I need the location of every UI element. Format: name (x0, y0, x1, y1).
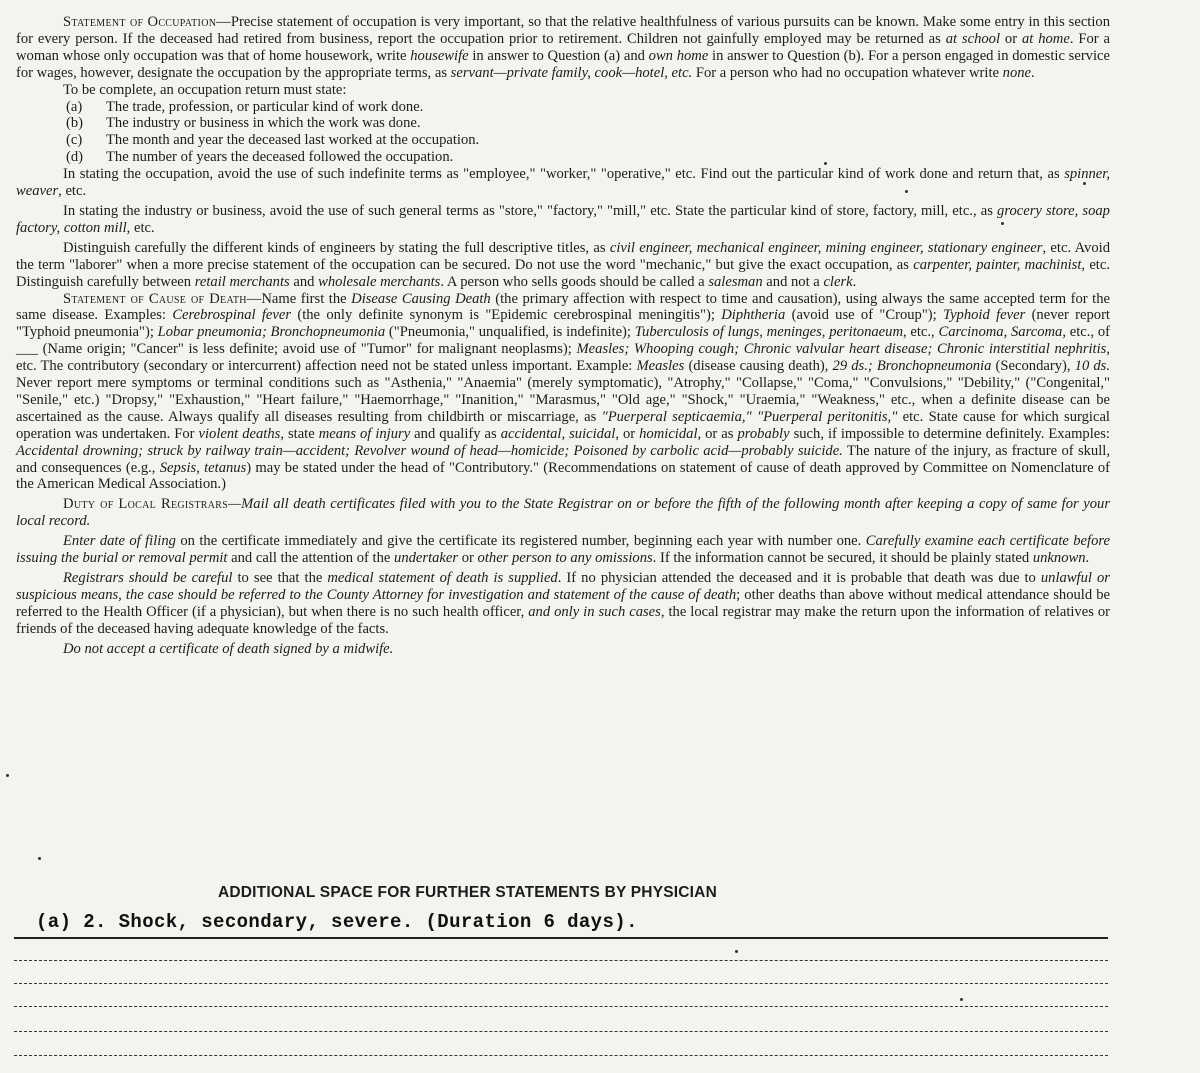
occupation-paragraph-3: In stating the industry or business, avoid the use of such general terms as "store," "factory," "mill," etc. State the particular kind of store, factory, mill, etc., as grocery store, soap factory, cotton mill, etc. (16, 202, 1110, 236)
writing-line (14, 1006, 1108, 1007)
occupation-paragraph-4: Distinguish carefully the different kinds of engineers by stating the full descriptive titles, as civil engineer, mechanical engineer, mining engineer, stationary engineer, etc. Avoid the term "laborer" when a more precise statement of the occupation can be secured. Do not use the word "mechanic," but give the exact occupation, as carpenter, painter, machinist, etc. Distinguish carefully between retail merchants and wholesale merchants. A person who sells goods should be called a salesman and not a clerk. (16, 239, 1110, 290)
registrars-p1-text: —Mail all death certificates filed with you to the State Registrar on or before the fifth of the following month after keeping a copy of same for your local record. (16, 496, 1110, 530)
registrars-paragraph-3: Registrars should be careful to see that the medical statement of death is supplied. If no physician attended the deceased and it is probable that death was due to unlawful or suspicious means, the case should be referred to the County Attorney for investigation and statement of the cause of death; other deaths than above without medical attendance should be referred to the Health Officer (if a physician), but when there is no such health officer, and only in such cases, the local registrar may make the return upon the information of relatives or friends of the deceased having adequate knowledge of the facts. (16, 570, 1111, 637)
occupation-requirements-list (66, 99, 1110, 167)
writing-line (14, 960, 1108, 961)
scan-speck (1001, 222, 1004, 225)
scan-speck (1083, 182, 1086, 185)
list-item: (d) The number of years the deceased followed the occupation. (66, 149, 454, 166)
registrars-paragraph-4: Do not accept a certificate of death signed by a midwife. (63, 640, 394, 657)
writing-line (14, 1031, 1108, 1032)
list-item: (c) The month and year the deceased last worked at the occupation. (66, 132, 480, 149)
list-item: (a) The trade, profession, or particular kind of work done. (66, 98, 424, 115)
registrars-paragraph-1 (16, 496, 1110, 530)
registrars-paragraph-2: Enter date of filing on the certificate immediately and give the certificate its registered number, beginning each year with number one. Carefully examine each certificate before issuing the burial or removal permit and call the attention of the undertaker or other person to any omissions. If the information cannot be secured, it should be plainly stated unknown. (16, 533, 1110, 567)
cause-p1-text: —Name first the Disease Causing Death (the primary affection with respect to time and causation), using always the same accepted term for the same disease. Examples: Cerebrospinal fever (the only definite synonym is "Epidemic cerebrospinal meningitis"); Diphtheria (avoid use of "Croup"); Typhoid fever (never report "Typhoid pneumonia"); Lobar pneumonia; Bronchopneumonia ("Pneumonia," unqualified, is indefinite); Tuberculosis of lungs, meninges, peritonaeum, etc., Carcinoma, Sarcoma, etc., of ___ (Name origin; "Cancer" is less definite; avoid use of "Tumor" for malignant neoplasms); Measles; Whooping cough; Chronic valvular heart disease; Chronic interstitial nephritis, etc. The contributory (secondary or intercurrent) affection need not be stated unless important. Example: Measles (disease causing death), 29 ds.; Bronchopneumonia (Secondary), 10 ds. Never report mere symptoms or terminal conditions such as "Asthenia," "Anaemia" (merely symptomatic), "Atrophy," "Collapse," "Coma," "Convulsions," "Debility," ("Congenital," "Senile," etc.) "Dropsy," "Exhaustion," "Heart failure," "Haemorrhage," "Inanition," "Marasmus," "Old age," "Shock," "Uraemia," "Weakness," etc., when a definite disease can be ascertained as the cause. Always qualify all diseases resulting from childbirth or miscarriage, as "Puerperal septicaemia," "Puerperal peritonitis," etc. State cause for which surgical operation was undertaken. For violent deaths, state means of injury and qualify as accidental, suicidal, or homicidal, or as probably such, if impossible to determine definitely. Examples: Accidental drowning; struck by railway train—accident; Revolver wound of head—homicide; Poisoned by carbolic acid—probably suicide. The nature of the injury, as fracture of skull, and consequences (e.g., Sepsis, tetanus) may be stated under the head of "Contributory." (Recommendations on statement of cause of death approved by Committee on Nomenclature of the American Medical Association.) (16, 290, 1110, 493)
registrars-heading: Duty of Local Registrars (63, 496, 229, 513)
scan-speck (38, 857, 41, 860)
occupation-paragraph-2: In stating the occupation, avoid the use of such indefinite terms as "employee," "worker," "operative," etc. Find out the particular kind of work done and return that, as spinner, weaver, etc. (16, 166, 1110, 200)
occupation-paragraph-1 (16, 14, 1110, 82)
cause-of-death-heading: Statement of Cause of Death (63, 290, 247, 307)
instructions-page (16, 14, 1110, 658)
occupation-intro: To be complete, an occupation return must state: (63, 81, 347, 98)
list-item: (b) The industry or business in which the work was done. (66, 115, 421, 132)
scan-speck (960, 998, 963, 1001)
writing-line (14, 983, 1108, 984)
scan-speck (905, 190, 908, 193)
additional-space-heading: ADDITIONAL SPACE FOR FURTHER STATEMENTS BY PHYSICIAN (218, 884, 717, 901)
scan-speck (824, 162, 827, 165)
occupation-heading: Statement of Occupation (63, 14, 217, 30)
scan-speck (735, 950, 738, 953)
cause-of-death-paragraph (16, 291, 1110, 494)
occupation-p1-text: —Precise statement of occupation is very important, so that the relative healthfulness of various pursuits can be known. Make some entry in this section for every person. If the deceased had retired from business, report the occupation prior to retirement. Children not gainfully employed may be returned as at school or at home. For a woman whose only occupation was that of home housework, write housewife in answer to Question (a) and own home in answer to Question (b). For a person engaged in domestic service for wages, however, designate the occupation by the appropriate terms, as servant—private family, cook—hotel, etc. For a person who had no occupation whatever write none. (16, 14, 1110, 81)
writing-line (14, 1055, 1108, 1056)
writing-line (14, 937, 1108, 939)
scan-speck (6, 774, 9, 777)
typed-physician-statement: (a) 2. Shock, secondary, severe. (Duration 6 days). (36, 911, 638, 933)
